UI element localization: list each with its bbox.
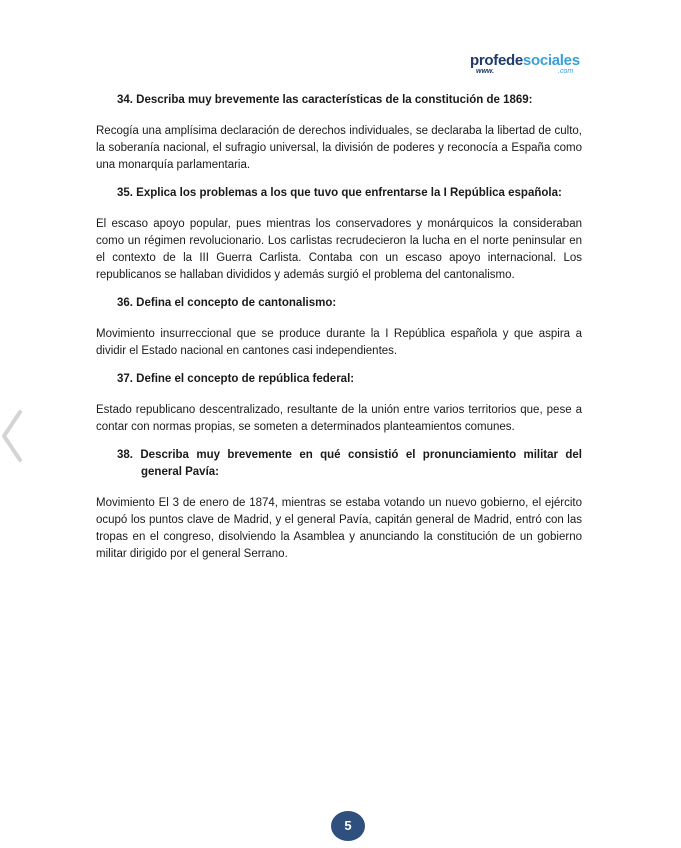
profedesociales-logo [470,52,590,82]
logo-brand: profedesociales [470,52,580,69]
logo-com: .com [558,68,574,75]
logo-www: www. [476,68,495,75]
page-number-badge: 5 [331,811,365,841]
question-37: 37. Define el concepto de república federal: [117,373,355,385]
question-35: 35. Explica los problemas a los que tuvo que enfrentarse la I República española: [117,187,562,199]
question-38: 38. Describa muy brevemente en qué consistió el pronunciamiento militar del general Pavía: [117,449,582,478]
document-body [96,92,582,574]
answer-35: El escaso apoyo popular, pues mientras los conservadores y monárquicos la consideraban como un régimen revolucionario. Los carlistas recrudecieron la lucha en el norte peninsular en el contexto de la III Guerra Carlista. Contaba con un escaso apoyo internacional. Los republicanos se hallaban divididos y además surgió el problema del cantonalismo. [96,218,582,281]
answer-37: Estado republicano descentralizado, resultante de la unión entre varios territorios que, pese a contar con normas propias, se someten a determinados planteamientos comunes. [96,404,582,433]
question-36: 36. Defina el concepto de cantonalismo: [117,297,337,309]
previous-page-button[interactable] [0,408,24,464]
answer-34: Recogía una amplísima declaración de derechos individuales, se declaraba la libertad de culto, la soberanía nacional, el sufragio universal, la división de poderes y reconocía a España como una monarquía parlamentaria. [96,125,582,171]
chevron-left-icon [0,408,24,464]
answer-38: Movimiento El 3 de enero de 1874, mientras se estaba votando un nuevo gobierno, el ejército ocupó los puntos clave de Madrid, y el general Pavía, capitán general de Madrid, entró con las tropas en el congreso, disolviendo la Asamblea y anunciando la constitución de un gobierno militar dirigido por el general Serrano. [96,497,582,560]
answer-36: Movimiento insurreccional que se produce durante la I República española y que aspira a dividir el Estado nacional en cantones casi independientes. [96,328,582,357]
question-34: 34. Describa muy brevemente las características de la constitución de 1869: [117,94,533,106]
